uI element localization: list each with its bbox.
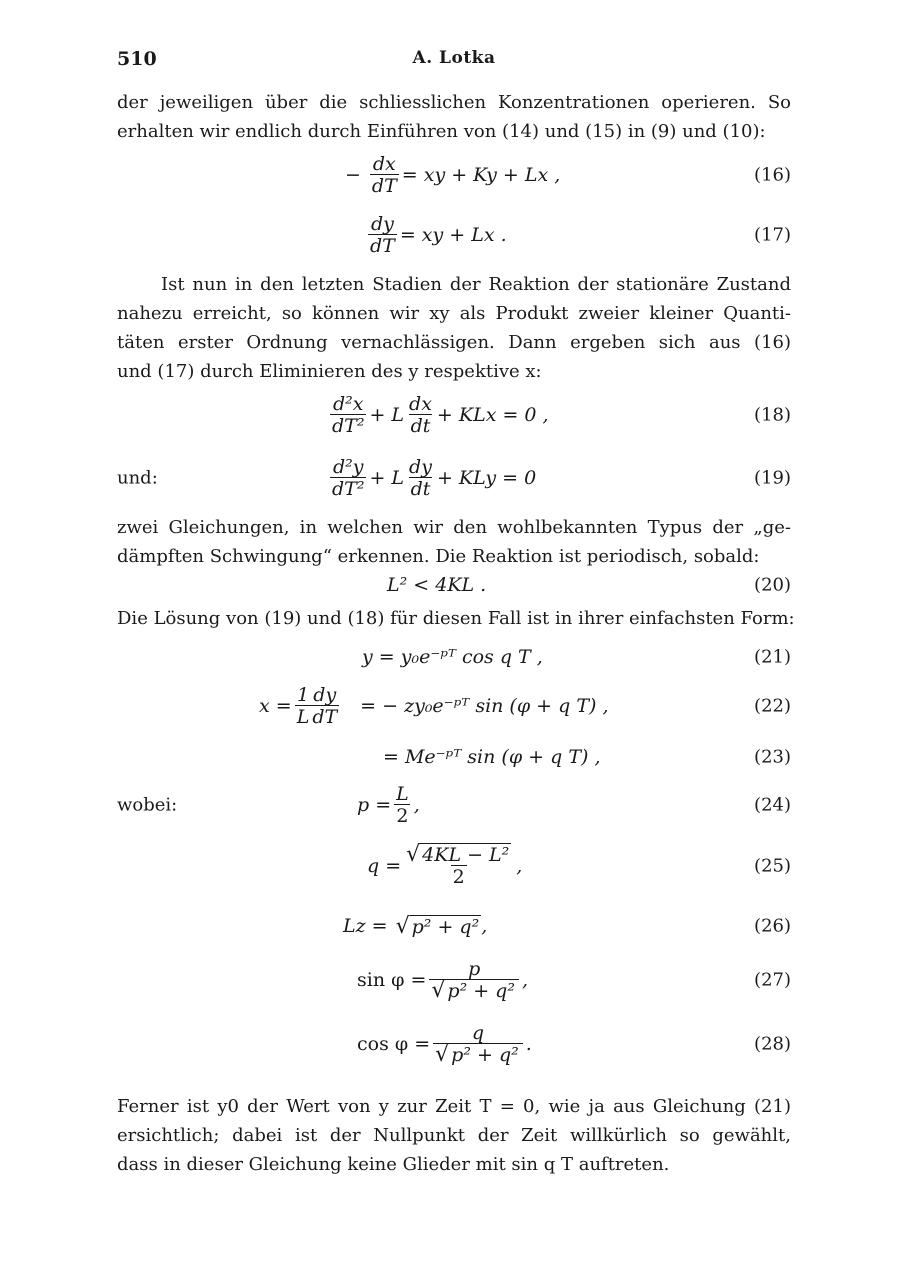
text-line: Die Lösung von (19) und (18) für diesen Fall ist in ihrer einfachsten Form: (117, 608, 795, 629)
equation-22: x = $\frac{1}{L}$ $\frac{dy}{dT}$ = − zy₀e⁻ᵖᵀ sin (φ + q T) , (22) (259, 683, 791, 728)
sqrt-sign: √ (435, 1041, 450, 1067)
paragraph-intro (117, 88, 791, 146)
text-line: dämpften Schwingung“ erkennen. Die Reaktion ist periodisch, sobald: (117, 546, 760, 567)
equation-21: y = y₀e⁻ᵖᵀ cos q T , (21) (362, 646, 791, 668)
paragraph-conclusion (117, 1092, 791, 1179)
paragraph-stationary (117, 270, 791, 386)
equation-19: und: $\frac{\text{d²y}}{\text{dT²}}$ + L $\frac{dy}{dt}$ + KLy = 0 (19) (117, 455, 791, 500)
equation-18: $\frac{\text{d²x}}{\text{dT²}}$ + L $\frac{dx}{dt}$ + KLx = 0 , (18) (332, 392, 791, 437)
running-header (117, 48, 791, 78)
running-author: A. Lotka (412, 48, 496, 68)
sqrt-sign: √ (406, 841, 421, 867)
page-number: 510 (117, 48, 157, 70)
equation-number: (22) (754, 695, 791, 717)
label-und: und: (117, 467, 158, 489)
text-line: nahezu erreicht, so können wir xy als Produkt zweier kleiner Quanti- (117, 303, 791, 324)
equation-number: (23) (754, 746, 791, 768)
equation-number: (20) (754, 574, 791, 596)
equation-16: − $\frac{dx}{dT}$ = xy + Ky + Lx , (16) (345, 152, 791, 197)
equation-number: (21) (754, 646, 791, 668)
sqrt-sign: √ (431, 977, 446, 1003)
equation-26: Lz = √ p² + q² , (26) (343, 913, 791, 939)
equation-25: q = $\frac{\text{√ 4KL − L²}}{2}$ , (25) (367, 841, 791, 888)
fraction: $\frac{dx}{dT}$ (371, 152, 397, 197)
fraction: $\frac{L}{2}$ (396, 782, 409, 827)
equation-24: wobei: p = $\frac{L}{2}$ , (24) (117, 782, 791, 827)
fraction: $\frac{q}{\text{√ p² + q²}}$ (433, 1023, 523, 1066)
fraction: $\frac{dy}{dT}$ (312, 683, 338, 728)
fraction: $\frac{p}{\text{√ p² + q²}}$ (429, 959, 519, 1002)
text-line: dass in dieser Gleichung keine Glieder mit sin q T auftreten. (117, 1154, 670, 1175)
text-line: Ist nun in den letzten Stadien der Reaktion der stationäre Zustand (161, 274, 791, 295)
equation-number: (16) (754, 164, 791, 186)
fraction: $\frac{dx}{dt}$ (409, 392, 432, 437)
text-line: ersichtlich; dabei ist der Nullpunkt der Zeit willkürlich so gewählt, (117, 1125, 791, 1146)
fraction: $\frac{dy}{dt}$ (409, 455, 432, 500)
equation-number: (26) (754, 915, 791, 937)
equation-17: $\frac{dy}{dT}$ = xy + Lx . (17) (370, 212, 791, 257)
paragraph-damped (117, 513, 791, 571)
equation-number: (19) (754, 467, 791, 489)
text-line: erhalten wir endlich durch Einführen von (14) und (15) in (9) und (10): (117, 121, 766, 142)
sqrt-sign: √ (395, 913, 410, 939)
text-line: Ferner ist y0 der Wert von y zur Zeit T = 0, wie ja aus Gleichung (21) (117, 1096, 791, 1117)
fraction: $\frac{\text{d²x}}{\text{dT²}}$ (332, 392, 365, 437)
text-line: und (17) durch Eliminieren des y respektive x: (117, 361, 542, 382)
text-line: täten erster Ordnung vernachlässigen. Dann ergeben sich aus (16) (117, 332, 791, 353)
equation-number: (18) (754, 404, 791, 426)
equation-number: (27) (754, 969, 791, 991)
paragraph-solution (117, 604, 795, 633)
text-line: der jeweiligen über die schliesslichen Konzentrationen operieren. So (117, 92, 791, 113)
fraction: $\frac{dy}{dT}$ (370, 212, 395, 257)
equation-number: (17) (754, 224, 791, 246)
equation-number: (28) (754, 1033, 791, 1055)
equation-28: cos φ = $\frac{q}{\text{√ p² + q²}}$ . (28) (357, 1021, 791, 1067)
text-line: zwei Gleichungen, in welchen wir den wohlbekannten Typus der „ge- (117, 517, 791, 538)
equation-27: sin φ = $\frac{p}{\text{√ p² + q²}}$ , (27) (357, 957, 791, 1003)
fraction: $\frac{1}{L}$ (296, 683, 310, 728)
equation-number: (25) (754, 855, 791, 877)
label-wobei: wobei: (117, 794, 178, 816)
fraction: $\frac{\text{√ 4KL − L²}}{2}$ (406, 841, 510, 888)
fraction: $\frac{\text{d²y}}{\text{dT²}}$ (332, 455, 365, 500)
equation-23: = Me⁻ᵖᵀ sin (φ + q T) , (23) (383, 746, 791, 768)
equation-20: L² < 4KL . (20) (387, 574, 791, 596)
equation-number: (24) (754, 794, 791, 816)
